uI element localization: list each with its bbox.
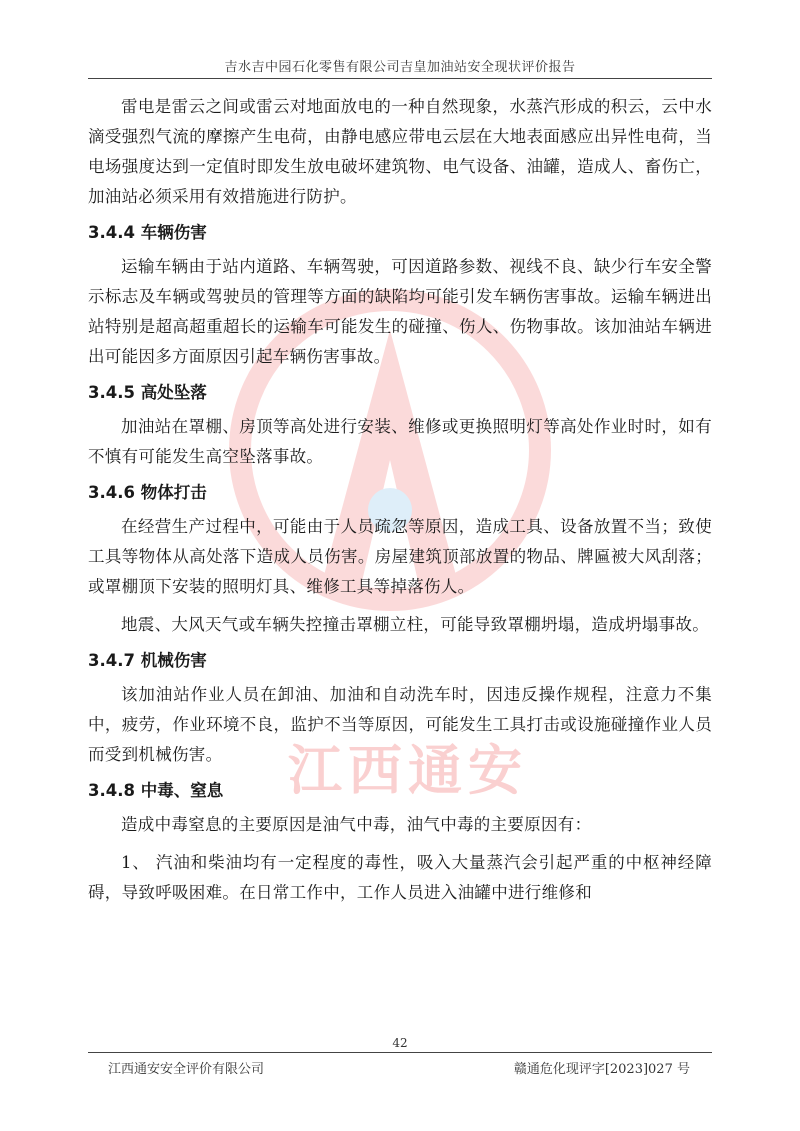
section-3-4-7-paragraph: 该加油站作业人员在卸油、加油和自动洗车时，因违反操作规程，注意力不集中，疲劳，作业环境不良，监护不当等原因，可能发生工具打击或设施碰撞作业人员而受到机械伤害。: [88, 685, 712, 764]
section-3-4-5-heading: 3.4.5 高处坠落: [88, 383, 207, 402]
page-header: 吉水吉中园石化零售有限公司吉皇加油站安全现状评价报告: [224, 60, 576, 75]
watermark-text: 江西通安: [288, 739, 528, 802]
section-3-4-4-paragraph: 运输车辆由于站内道路、车辆驾驶，可因道路参数、视线不良、缺少行车安全警示标志及车辆或驾驶员的管理等方面的缺陷均可能引发车辆伤害事故。运输车辆进出站特别是超高超重超长的运输车可能发生的碰撞、伤人、伤物事故。该加油站车辆进出可能因多方面原因引起车辆伤害事故。: [88, 257, 712, 366]
section-3-4-5-paragraph: 加油站在罩棚、房顶等高处进行安装、维修或更换照明灯等高处作业时时，如有不慎有可能发生高空坠落事故。: [88, 417, 712, 466]
section-3-4-6-paragraph-2: 地震、大风天气或车辆失控撞击罩棚立柱，可能导致罩棚坍塌，造成坍塌事故。: [121, 615, 709, 634]
section-3-4-4-heading: 3.4.4 车辆伤害: [88, 223, 207, 242]
section-3-4-8-paragraph-2: 1、 汽油和柴油均有一定程度的毒性，吸入大量蒸汽会引起严重的中枢神经障碍，导致呼吸困难。在日常工作中，工作人员进入油罐中进行维修和: [88, 853, 712, 902]
header-rule: [88, 78, 712, 79]
intro-paragraph: 雷电是雷云之间或雷云对地面放电的一种自然现象，水蒸汽形成的积云，云中水滴受强烈气流的摩擦产生电荷，由静电感应带电云层在大地表面感应出异性电荷，当电场强度达到一定值时即发生放电破坏建筑物、电气设备、油罐，造成人、畜伤亡，加油站必须采用有效措施进行防护。: [88, 97, 712, 206]
footer-rule: [88, 1052, 712, 1053]
page-number: 42: [392, 1036, 408, 1050]
section-3-4-7-heading: 3.4.7 机械伤害: [88, 651, 207, 670]
footer-company: 江西通安安全评价有限公司: [108, 1062, 265, 1077]
footer-doc-number: 赣通危化现评字[2023]027 号: [513, 1062, 690, 1077]
section-3-4-6-paragraph-1: 在经营生产过程中，可能由于人员疏忽等原因，造成工具、设备放置不当；致使工具等物体从高处落下造成人员伤害。房屋建筑顶部放置的物品、牌匾被大风刮落；或罩棚顶下安装的照明灯具、维修工具等掉落伤人。: [88, 517, 712, 596]
section-3-4-8-heading: 3.4.8 中毒、窒息: [88, 781, 224, 800]
section-3-4-8-paragraph-1: 造成中毒窒息的主要原因是油气中毒，油气中毒的主要原因有：: [121, 815, 592, 834]
document-body: [88, 92, 712, 908]
section-3-4-6-heading: 3.4.6 物体打击: [88, 483, 207, 502]
